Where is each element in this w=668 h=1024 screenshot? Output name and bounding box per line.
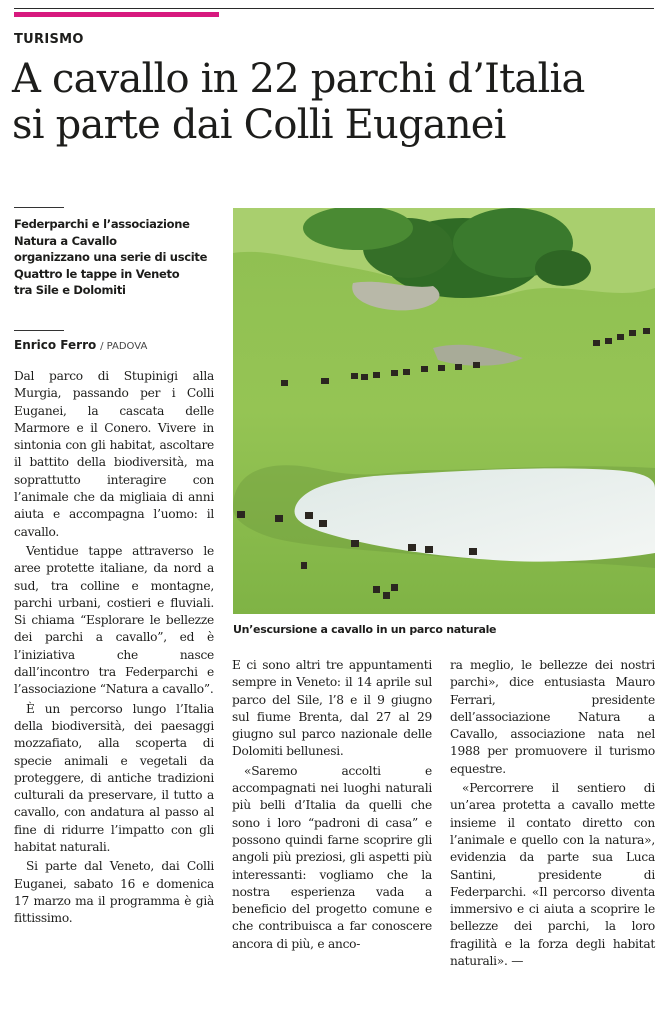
body-column-3 xyxy=(450,657,655,970)
body-paragraph: È un percorso lungo l’Italia della biodiversità, dei paesaggi mozzafiato, alla scoperta di specie animali e vegetali da proteggere, di antiche tradizioni culturali da preservare, il tutto a cavallo, con andatura al passo al fine di ridurre l’impatto con gli habitat naturali. xyxy=(14,701,214,855)
top-rule xyxy=(14,8,654,9)
summary-line: organizzano una serie di uscite xyxy=(14,250,208,264)
byline-author: Enrico Ferro xyxy=(14,338,97,352)
summary-line: Natura a Cavallo xyxy=(14,233,117,248)
section-label: TURISMO xyxy=(14,32,84,47)
section-accent-bar xyxy=(14,12,219,17)
photo-caption: Un’escursione a cavallo in un parco naturale xyxy=(233,623,497,636)
body-column-2 xyxy=(232,657,432,953)
summary xyxy=(14,216,224,299)
summary-line: tra Sile e Dolomiti xyxy=(14,283,126,297)
body-paragraph: ra meglio, le bellezze dei nostri parchi», dice entusiasta Mauro Ferrari, presidente dell’associazione Natura a Cavallo, associazione nata nel 1988 per promuovere il turismo equestre. xyxy=(450,658,655,776)
body-paragraph: «Saremo accolti e accompagnati nei luoghi naturali più belli d’Italia da quelli che sono i loro “padroni di casa” e possono quindi farne scoprire gli angoli più preziosi, gli aspetti più interessanti: vogliamo che la nostra esperienza vada a beneficio del progetto comune e che contribuisca a far conoscere ancora di più, e anco- xyxy=(232,763,432,951)
summary-line: Quattro le tappe in Veneto xyxy=(14,266,180,281)
body-paragraph: Si parte dal Veneto, dai Colli Euganei, sabato 16 e domenica 17 marzo ma il programma è già fittissimo. xyxy=(14,859,214,926)
byline xyxy=(14,338,147,352)
byline-rule xyxy=(14,330,64,331)
body-paragraph: Dal parco di Stupinigi alla Murgia, passando per i Colli Euganei, la cascata delle Marmore e il Conero. Vivere in sintonia con gli habitat, ascoltare il battito della biodiversità, ma soprattutto interagire con l’animale che da migliaia di anni aiuta e accompagna l’uomo: il cavallo. xyxy=(14,369,214,539)
body-column-1 xyxy=(14,368,214,928)
headline xyxy=(12,56,662,148)
body-paragraph: E ci sono altri tre appuntamenti sempre in Veneto: il 14 aprile sul parco del Sile, l’8 e il 9 giugno sul fiume Brenta, dal 27 al 29 giugno sul parco nazionale delle Dolomiti bellunesi. xyxy=(232,658,432,759)
meadow-lake-horses-picture xyxy=(233,208,655,614)
body-paragraph: «Percorrere il sentiero di un’area protetta a cavallo mette insieme il contato diretto con l’animale e quello con la natura», evidenzia da parte sua Luca Santini, presidente di Federparchi. «Il percorso diventa immersivo e ci aiuta a scoprire le bellezze dei parchi, la loro fragilità e la forza degli habitat naturali». — xyxy=(450,781,655,969)
article-photo xyxy=(233,208,655,614)
headline-line-2: si parte dai Colli Euganei xyxy=(12,102,506,148)
headline-line-1: A cavallo in 22 parchi d’Italia xyxy=(12,56,585,102)
summary-line: Federparchi e l’associazione xyxy=(14,217,190,231)
byline-place: / PADOVA xyxy=(100,341,148,352)
summary-rule xyxy=(14,207,64,208)
body-paragraph: Ventidue tappe attraverso le aree protette italiane, da nord a sud, tra colline e montagne, parchi urbani, costieri e fluviali. Si chiama “Esplorare le bellezze dei parchi a cavallo”, ed è l’iniziativa che nasce dall’incontro tra Federparchi e l’associazione “Natura a cavallo”. xyxy=(14,543,214,697)
